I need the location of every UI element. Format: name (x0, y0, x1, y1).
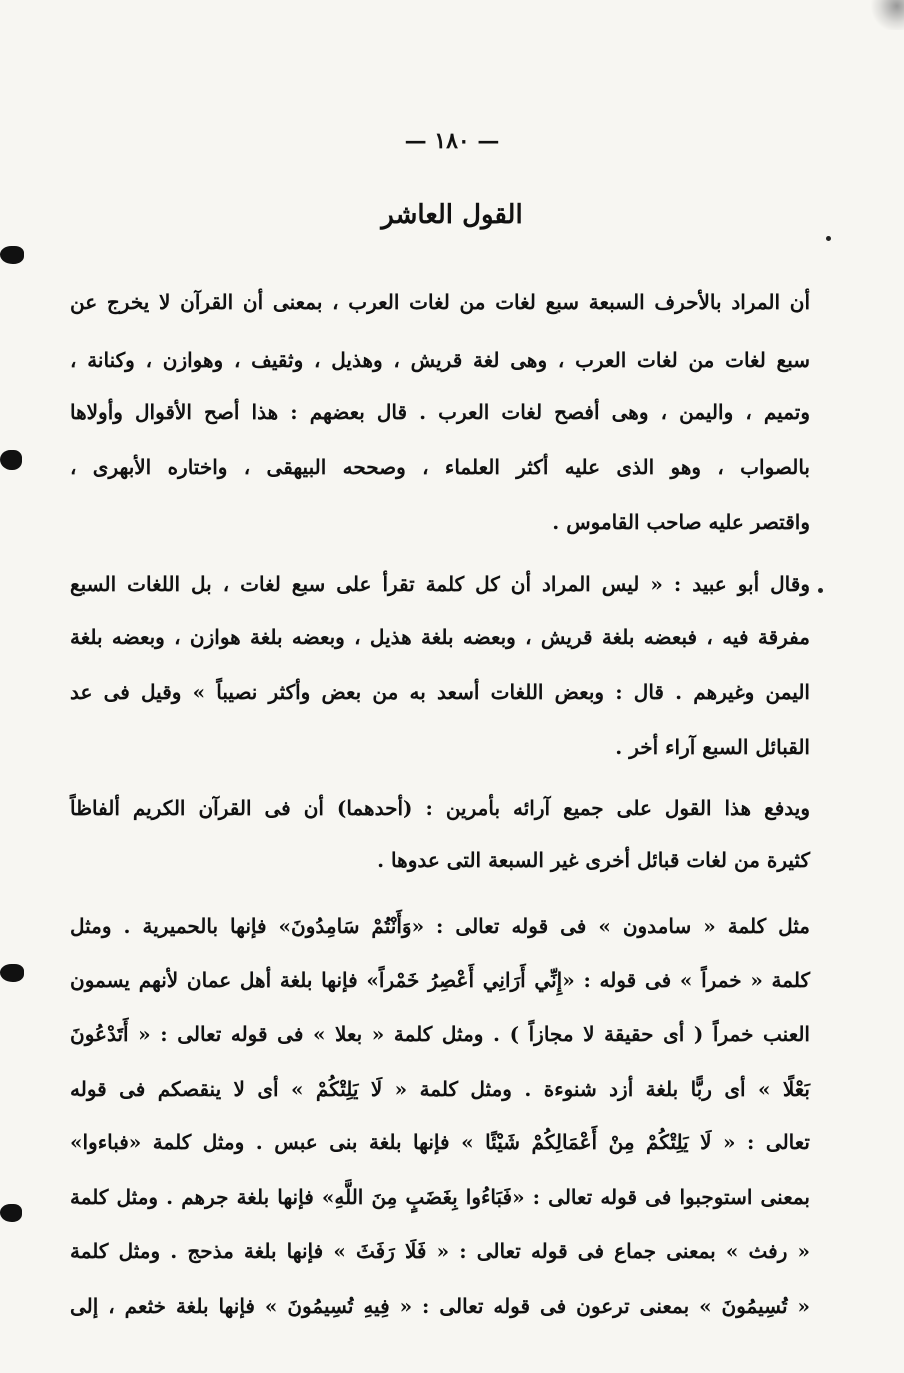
text-line: مفرقة فيه ، فبعضه بلغة قريش ، وبعضه بلغة هذيل ، وبعضه بلغة هوازن ، وبعضه بلغة (70, 625, 810, 649)
margin-ink-mark (0, 1204, 22, 1222)
text-line: كلمة « خمراً » فى قوله : «إِنِّي أَرَانِي أَعْصِرُ خَمْراً» فإنها بلغة أهل عمان لأنهم يسمون (70, 968, 810, 992)
text-line: العنب خمراً ( أى حقيقة لا مجازاً ) . ومثل كلمة « بعلا » فى قوله تعالى : « أَتَدْعُونَ (70, 1022, 810, 1046)
text-line: أن المراد بالأحرف السبعة سبع لغات من لغات العرب ، بمعنى أن القرآن لا يخرج عن (70, 290, 810, 314)
text-line: اليمن وغيرهم . قال : وبعض اللغات أسعد به من بعض وأكثر نصيباً » وقيل فى عد (70, 680, 810, 704)
margin-ink-mark (0, 246, 24, 264)
text-line: مثل كلمة « سامدون » فى قوله تعالى : «وَأَنْتُمْ سَامِدُونَ» فإنها بالحميرية . ومثل (70, 914, 810, 938)
text-line: بمعنى استوجبوا فى قوله تعالى : «فَبَاءُوا بِغَضَبٍ مِنَ اللَّهِ» فإنها بلغة جرهم . ومثل كلمة (70, 1185, 810, 1209)
text-line: سبع لغات من لغات العرب ، وهى لغة قريش ، وهذيل ، وثقيف ، وهوازن ، وكنانة ، (70, 348, 810, 372)
text-line: كثيرة من لغات قبائل أخرى غير السبعة التى عدوها . (377, 848, 810, 872)
section-heading: القول العاشر (381, 200, 523, 230)
text-line: « تُسِيمُونَ » بمعنى ترعون فى قوله تعالى : « فِيهِ تُسِيمُونَ » فإنها بلغة خثعم ، إلى (70, 1294, 810, 1318)
scan-dot (818, 588, 823, 593)
text-line: تعالى : « لَا يَلِتْكُمْ مِنْ أَعْمَالِكُمْ شَيْئًا » فإنها بلغة بنى عبس . ومثل كلمة «فباءوا» (70, 1130, 810, 1154)
scan-smudge (868, 0, 904, 30)
text-line: وتميم ، واليمن ، وهى أفصح لغات العرب . قال بعضهم : هذا أصح الأقوال وأولاها (70, 400, 810, 424)
text-line: بَعْلًا » أى ربًّا بلغة أزد شنوءة . ومثل كلمة « لَا يَلِتْكُمْ » أى لا ينقصكم فى قوله (70, 1077, 810, 1101)
page-number: — ١٨٠ — (404, 128, 500, 154)
text-line: « رفث » بمعنى جماع فى قوله تعالى : « فَلَا رَفَثَ » فإنها بلغة مذحج . ومثل كلمة (70, 1239, 810, 1263)
text-line: وقال أبو عبيد : « ليس المراد أن كل كلمة تقرأ على سبع لغات ، بل اللغات السبع (70, 572, 810, 596)
margin-ink-mark (0, 964, 24, 982)
text-line: بالصواب ، وهو الذى عليه أكثر العلماء ، وصححه البيهقى ، واختاره الأبهرى ، (70, 455, 810, 479)
text-line: القبائل السبع آراء أخر . (615, 735, 810, 759)
scan-dot (826, 236, 831, 241)
text-line: واقتصر عليه صاحب القاموس . (552, 510, 810, 534)
margin-ink-mark (0, 450, 22, 470)
text-line: ويدفع هذا القول على جميع آرائه بأمرين : (أحدهما) أن فى القرآن الكريم ألفاظاً (70, 796, 810, 820)
